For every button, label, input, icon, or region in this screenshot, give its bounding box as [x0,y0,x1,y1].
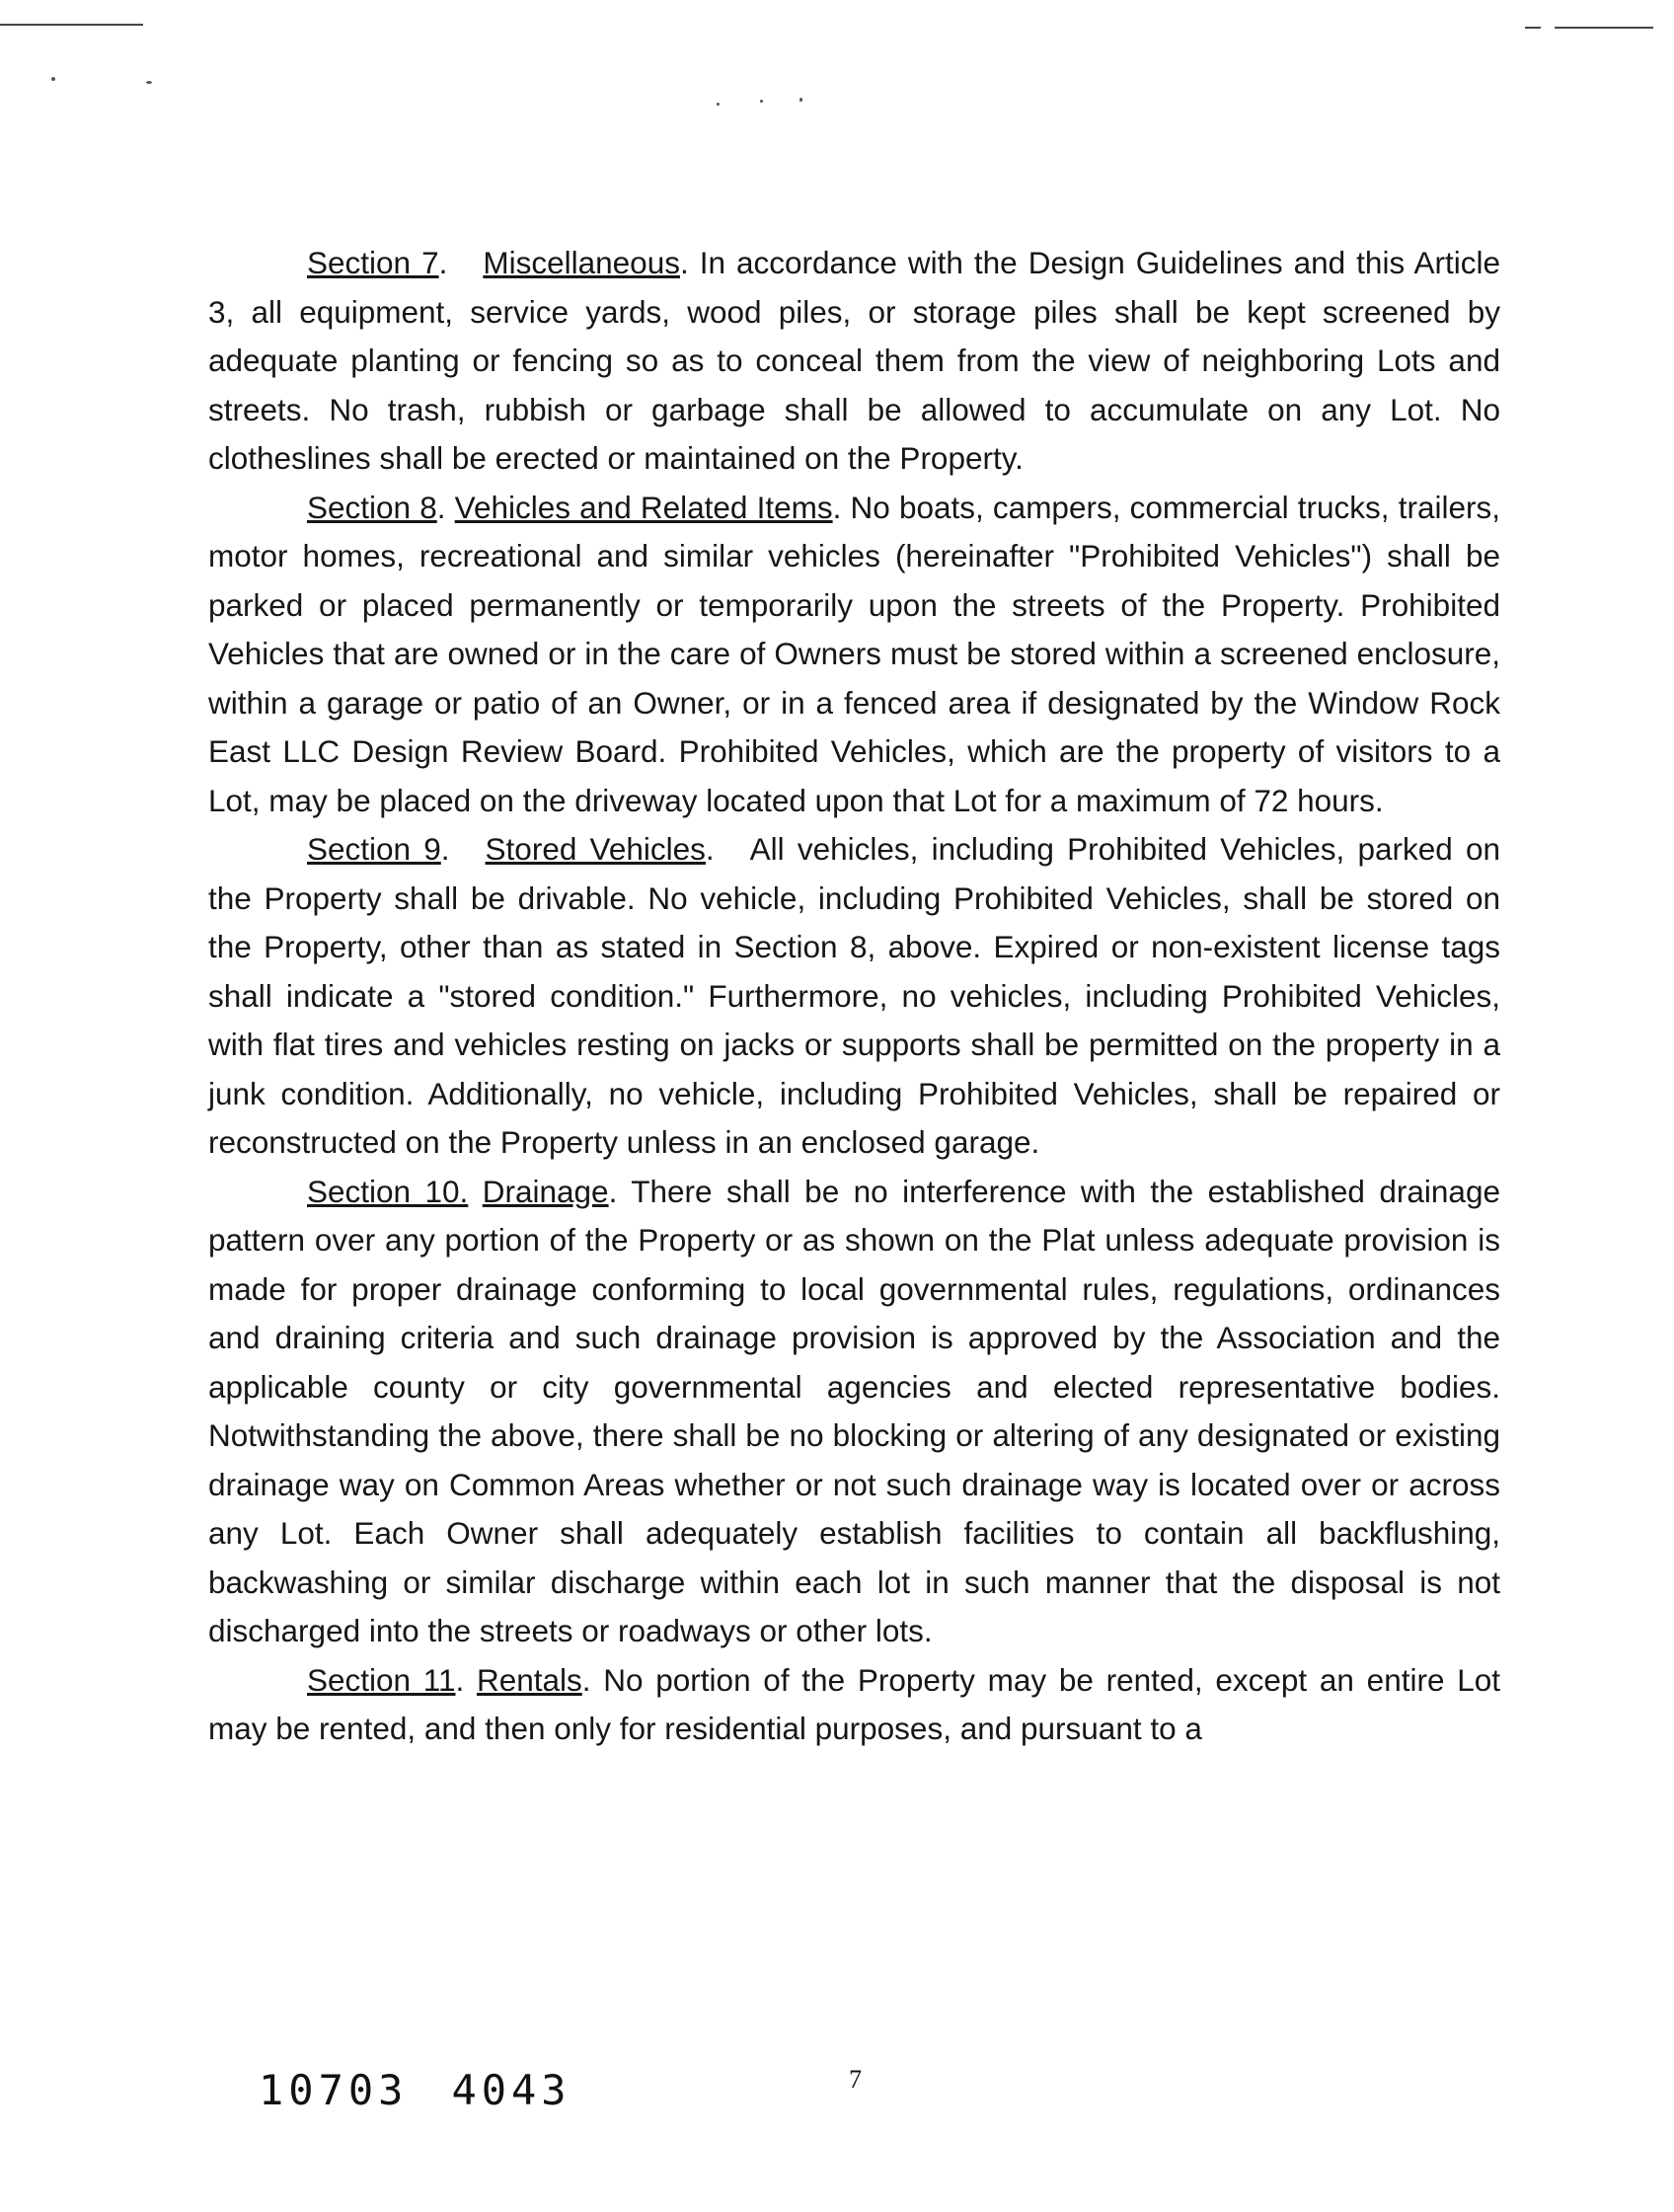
section-text: No portion of the Property may be rented, except an entire Lot may be rented, and then only for residential purposes, and pursuant to a [208,1661,1500,1746]
document-body [208,239,1500,1754]
section-number: Section 10. [307,1173,469,1209]
section-title: Vehicles and Related Items [454,489,833,525]
section-number: Section 9 [307,831,441,867]
section-title: Rentals [476,1661,582,1698]
page-reference: 4043 [451,2066,571,2114]
section-10: Section 10. Drainage. There shall be no interference with the established drainage pattern over any portion of the Property or as shown on the Plat unless adequate provision is made for proper drainage conforming to local governmental rules, regulations, ordinances and draining criteria and such drainage provision is approved by the Association and the applicable county or city governmental agencies and elected representative bodies. Notwithstanding the above, there shall be no blocking or altering of any designated or existing drainage way on Common Areas whether or not such drainage way is located over or across any Lot. Each Owner shall adequately establish facilities to contain all backflushing, backwashing or similar discharge within each lot in such manner that the disposal is not discharged into the streets or roadways or other lots. [208,1173,1500,1648]
section-text: All vehicles, including Prohibited Vehicles, parked on the Property shall be drivable. No vehicle, including Prohibited Vehicles, shall be stored on the Property, other than as stated in Section 8, above. Expired or non-existent license tags shall indicate a "stored condition." Furthermore, no vehicles, including Prohibited Vehicles, with flat tires and vehicles resting on jacks or supports shall be permitted on the property in a junk condition. Additionally, no vehicle, including Prohibited Vehicles, shall be repaired or reconstructed on the Property unless in an enclosed garage. [208,831,1500,1160]
section-title: Miscellaneous [483,245,680,280]
section-number: Section 7 [307,245,439,280]
section-11: Section 11. Rentals. No portion of the Property may be rented, except an entire Lot may be rented, and then only for residential purposes, and pursuant to a [208,1661,1500,1746]
scan-speck [51,77,55,81]
scan-speck [717,103,720,106]
section-title: Stored Vehicles [485,831,706,867]
scan-speck [146,81,152,84]
section-8: Section 8. Vehicles and Related Items. No boats, campers, commercial trucks, trailers, motor homes, recreational and similar vehicles (hereinafter "Prohibited Vehicles") shall be parked or placed permanently or temporarily upon the streets of the Property. Prohibited Vehicles that are owned or in the care of Owners must be stored within a screened enclosure, within a garage or patio of an Owner, or in a fenced area if designated by the Window Rock East LLC Design Review Board. Prohibited Vehicles, which are the property of visitors to a Lot, may be placed on the driveway located upon that Lot for a maximum of 72 hours. [208,489,1500,818]
scan-speck [760,100,763,103]
section-number: Section 8 [307,489,437,525]
scan-speck [799,98,802,102]
page-number: 7 [849,2065,862,2094]
section-title: Drainage [482,1173,609,1209]
book-number: 10703 [259,2066,409,2114]
section-text: In accordance with the Design Guidelines and this Article 3, all equipment, service yards, wood piles, or storage piles shall be kept screened by adequate planting or fencing so as to conceal them from the view of neighboring Lots and streets. No trash, rubbish or garbage shall be allowed to accumulate on any Lot. No clotheslines shall be erected or maintained on the Property. [208,245,1500,476]
scan-artifact-line [1525,27,1541,29]
section-7: Section 7. Miscellaneous. In accordance with the Design Guidelines and this Article 3, all equipment, service yards, wood piles, or storage piles shall be kept screened by adequate planting or fencing so as to conceal them from the view of neighboring Lots and streets. No trash, rubbish or garbage shall be allowed to accumulate on any Lot. No clotheslines shall be erected or maintained on the Property. [208,245,1500,476]
section-9: Section 9. Stored Vehicles. All vehicles, including Prohibited Vehicles, parked on the Property shall be drivable. No vehicle, including Prohibited Vehicles, shall be stored on the Property, other than as stated in Section 8, above. Expired or non-existent license tags shall indicate a "stored condition." Furthermore, no vehicles, including Prohibited Vehicles, with flat tires and vehicles resting on jacks or supports shall be permitted on the property in a junk condition. Additionally, no vehicle, including Prohibited Vehicles, shall be repaired or reconstructed on the Property unless in an enclosed garage. [208,831,1500,1160]
section-text: There shall be no interference with the established drainage pattern over any portion of the Property or as shown on the Plat unless adequate provision is made for proper drainage conforming to local governmental rules, regulations, ordinances and draining criteria and such drainage provision is approved by the Association and the applicable county or city governmental agencies and elected representative bodies. Notwithstanding the above, there shall be no blocking or altering of any designated or existing drainage way on Common Areas whether or not such drainage way is located over or across any Lot. Each Owner shall adequately establish facilities to contain all backflushing, backwashing or similar discharge within each lot in such manner that the disposal is not discharged into the streets or roadways or other lots. [208,1173,1500,1648]
scan-artifact-line [0,24,143,26]
scan-artifact-line [1555,27,1653,29]
book-page-stamp [259,2066,571,2114]
section-number: Section 11 [307,1661,456,1698]
section-text: No boats, campers, commercial trucks, trailers, motor homes, recreational and similar vehicles (hereinafter "Prohibited Vehicles") shall be parked or placed permanently or temporarily upon the streets of the Property. Prohibited Vehicles that are owned or in the care of Owners must be stored within a screened enclosure, within a garage or patio of an Owner, or in a fenced area if designated by the Window Rock East LLC Design Review Board. Prohibited Vehicles, which are the property of visitors to a Lot, may be placed on the driveway located upon that Lot for a maximum of 72 hours. [208,489,1500,818]
